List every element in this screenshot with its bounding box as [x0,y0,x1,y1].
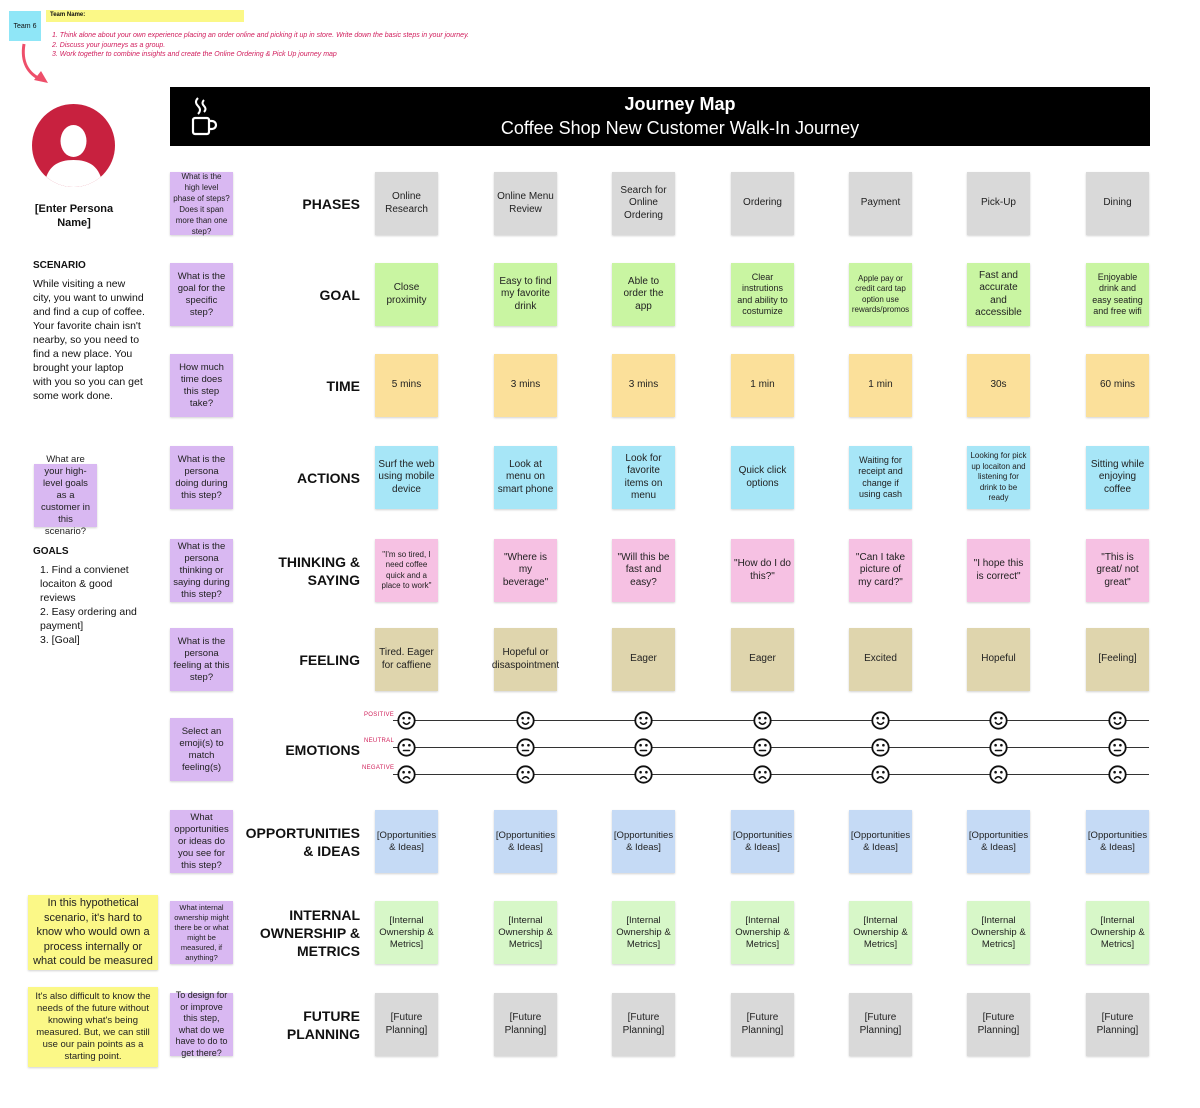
emotion-positive-label: POSITIVE [364,712,395,718]
thinking-note-5[interactable]: "Can I take picture of my card?" [849,539,912,602]
instruction-2: 2. Discuss your journeys as a group. [52,42,166,49]
actions-note-3[interactable]: Look for favorite items on menu [612,446,675,509]
time-note-3[interactable]: 3 mins [612,354,675,417]
instruction-1: 1. Think alone about your own experience placing an order online and picking it up in store. Write down the basic steps in your journey. [52,32,469,39]
thinking-note-1[interactable]: "I'm so tired, I need coffee quick and a place to work" [375,539,438,602]
feeling-note-1[interactable]: Tired. Eager for caffiene [375,628,438,691]
row-label-phases: PHASES [302,195,360,212]
side-note-1: In this hypothetical scenario, it's hard to know who would own a process internally or what could be measured [28,895,158,970]
feeling-note-6[interactable]: Hopeful [967,628,1030,691]
feeling-note-5[interactable]: Excited [849,628,912,691]
actions-note-1[interactable]: Surf the web using mobile device [375,446,438,509]
neutral-face-icon[interactable] [634,738,653,757]
scenario-text: While visiting a new city, you want to unwind and find a cup of coffee. Your favorite chain isn't nearby, so you need to find a new place. You brought your laptop with you so you can get some work done. [33,278,145,402]
negative-face-icon[interactable] [753,765,772,784]
thinking-note-3[interactable]: "Will this be fast and easy? [612,539,675,602]
question-feeling: What is the persona feeling at this step? [170,628,233,691]
negative-face-icon[interactable] [634,765,653,784]
question-opportunities: What opportunities or ideas do you see for this step? [170,810,233,873]
row-label-opportunities: OPPORTUNITIES & IDEAS [245,824,360,859]
neutral-face-icon[interactable] [989,738,1008,757]
team-name-label: Team Name: [50,12,86,18]
opportunities-note-2[interactable]: [Opportunities & Ideas] [494,810,557,873]
question-actions: What is the persona doing during this step? [170,446,233,509]
time-note-5[interactable]: 1 min [849,354,912,417]
positive-face-icon[interactable] [871,711,890,730]
phases-note-5[interactable]: Payment [849,172,912,235]
question-future: To design for or improve this step, what do we have to do to get there? [170,993,233,1056]
ownership-note-5[interactable]: [Internal Ownership & Metrics] [849,901,912,964]
negative-face-icon[interactable] [397,765,416,784]
row-label-goal: GOAL [319,286,360,303]
time-note-7[interactable]: 60 mins [1086,354,1149,417]
question-emotions: Select an emoji(s) to match feeling(s) [170,718,233,781]
goal-note-4[interactable]: Clear instrutions and ability to costumize [731,263,794,326]
positive-face-icon[interactable] [989,711,1008,730]
negative-face-icon[interactable] [516,765,535,784]
actions-note-5[interactable]: Waiting for receipt and change if using cash [849,446,912,509]
actions-note-2[interactable]: Look at menu on smart phone [494,446,557,509]
thinking-note-4[interactable]: "How do I do this?" [731,539,794,602]
feeling-note-2[interactable]: Hopeful or disaspointment [494,628,557,691]
phases-note-2[interactable]: Online Menu Review [494,172,557,235]
phases-note-1[interactable]: Online Research [375,172,438,235]
feeling-note-4[interactable]: Eager [731,628,794,691]
row-label-time: TIME [326,377,360,394]
time-note-6[interactable]: 30s [967,354,1030,417]
neutral-face-icon[interactable] [397,738,416,757]
scenario-label: SCENARIO [33,260,86,271]
goal-note-1[interactable]: Close proximity [375,263,438,326]
question-goal: What is the goal for the specific step? [170,263,233,326]
question-time: How much time does this step take? [170,354,233,417]
actions-note-7[interactable]: Sitting while enjoying coffee [1086,446,1149,509]
emotion-negative-label: NEGATIVE [362,765,395,771]
row-label-ownership: INTERNAL OWNERSHIP & METRICS [259,906,360,959]
opportunities-note-1[interactable]: [Opportunities & Ideas] [375,810,438,873]
goal-note-7[interactable]: Enjoyable drink and easy seating and free wifi [1086,263,1149,326]
persona-name[interactable]: [Enter Persona Name] [34,203,114,229]
ownership-note-7[interactable]: [Internal Ownership & Metrics] [1086,901,1149,964]
future-note-1[interactable]: [Future Planning] [375,993,438,1056]
positive-face-icon[interactable] [516,711,535,730]
thinking-note-7[interactable]: "This is great/ not great" [1086,539,1149,602]
phases-note-6[interactable]: Pick-Up [967,172,1030,235]
avatar [32,104,115,187]
question-thinking: What is the persona thinking or saying during this step? [170,539,233,602]
negative-face-icon[interactable] [871,765,890,784]
positive-face-icon[interactable] [753,711,772,730]
arrow-icon [16,42,52,88]
question-phases: What is the high level phase of steps? Does it span more than one step? [170,172,233,235]
feeling-note-3[interactable]: Eager [612,628,675,691]
time-note-4[interactable]: 1 min [731,354,794,417]
positive-face-icon[interactable] [1108,711,1127,730]
ownership-note-1[interactable]: [Internal Ownership & Metrics] [375,901,438,964]
opportunities-note-3[interactable]: [Opportunities & Ideas] [612,810,675,873]
emotion-neutral-label: NEUTRAL [364,738,395,744]
phases-note-4[interactable]: Ordering [731,172,794,235]
page-title: Journey Map [624,94,736,114]
row-label-emotions: EMOTIONS [285,741,360,758]
future-note-4[interactable]: [Future Planning] [731,993,794,1056]
row-label-actions: ACTIONS [297,469,360,486]
goals-label: GOALS [33,546,69,557]
row-label-future: FUTURE PLANNING [286,1007,360,1042]
feeling-note-7[interactable]: [Feeling] [1086,628,1149,691]
negative-face-icon[interactable] [1108,765,1127,784]
row-label-thinking: THINKING & SAYING [278,553,360,588]
positive-face-icon[interactable] [634,711,653,730]
ownership-note-3[interactable]: [Internal Ownership & Metrics] [612,901,675,964]
goal-note-6[interactable]: Fast and accurate and accessible [967,263,1030,326]
opportunities-note-4[interactable]: [Opportunities & Ideas] [731,810,794,873]
actions-note-6[interactable]: Looking for pick up locaiton and listening for drink to be ready [967,446,1030,509]
opportunities-note-7[interactable]: [Opportunities & Ideas] [1086,810,1149,873]
journey-map-header [170,87,1150,146]
future-note-2[interactable]: [Future Planning] [494,993,557,1056]
row-label-feeling: FEELING [299,651,360,668]
time-note-1[interactable]: 5 mins [375,354,438,417]
goal-item-3: 3. [Goal] [40,634,80,646]
future-note-6[interactable]: [Future Planning] [967,993,1030,1056]
goal-note-3[interactable]: Able to order the app [612,263,675,326]
goal-note-2[interactable]: Easy to find my favorite drink [494,263,557,326]
future-note-7[interactable]: [Future Planning] [1086,993,1149,1056]
opportunities-note-5[interactable]: [Opportunities & Ideas] [849,810,912,873]
positive-face-icon[interactable] [397,711,416,730]
question-ownership: What internal ownership might there be or what might be measured, if anything? [170,901,233,964]
neutral-face-icon[interactable] [753,738,772,757]
neutral-face-icon[interactable] [516,738,535,757]
side-note-2: It's also difficult to know the needs of the future without knowing what's being measured. But, we can still use our pain points as a starting point. [28,987,158,1067]
goals-prompt: What are your high-level goals as a customer in this scenario? [34,464,97,527]
ownership-note-6[interactable]: [Internal Ownership & Metrics] [967,901,1030,964]
phases-note-7[interactable]: Dining [1086,172,1149,235]
thinking-note-2[interactable]: "Where is my beverage" [494,539,557,602]
neutral-face-icon[interactable] [871,738,890,757]
goal-item-2: 2. Easy ordering and payment] [40,606,137,632]
team-tag: Team 6 [9,11,41,41]
opportunities-note-6[interactable]: [Opportunities & Ideas] [967,810,1030,873]
goal-note-5[interactable]: Apple pay or credit card tap option use rewards/promos [849,263,912,326]
future-note-5[interactable]: [Future Planning] [849,993,912,1056]
page-subtitle: Coffee Shop New Customer Walk-In Journey [500,118,860,138]
ownership-note-2[interactable]: [Internal Ownership & Metrics] [494,901,557,964]
team-name-field[interactable] [46,10,244,22]
goal-item-1: 1. Find a convienet locaiton & good reviews [40,564,129,604]
thinking-note-6[interactable]: "I hope this is correct" [967,539,1030,602]
future-note-3[interactable]: [Future Planning] [612,993,675,1056]
ownership-note-4[interactable]: [Internal Ownership & Metrics] [731,901,794,964]
neutral-face-icon[interactable] [1108,738,1127,757]
time-note-2[interactable]: 3 mins [494,354,557,417]
phases-note-3[interactable]: Search for Online Ordering [612,172,675,235]
actions-note-4[interactable]: Quick click options [731,446,794,509]
instruction-3: 3. Work together to combine insights and create the Online Ordering & Pick Up journey map [52,51,337,58]
negative-face-icon[interactable] [989,765,1008,784]
